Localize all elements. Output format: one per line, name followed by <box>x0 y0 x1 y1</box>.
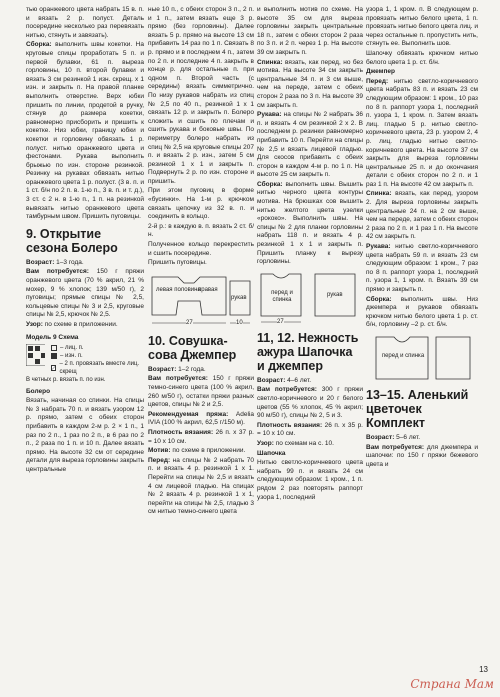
legend-label: – лиц. п. <box>60 344 84 351</box>
label: Плотность вязания: <box>148 428 214 436</box>
legend-item <box>51 352 144 360</box>
label: Мотив: <box>148 447 171 455</box>
paragraph <box>366 296 478 330</box>
label: Возраст: <box>26 258 55 266</box>
paragraph <box>257 377 363 386</box>
text: 4–6 лет. <box>285 376 312 384</box>
text: по схемам на с. 10. <box>273 439 334 447</box>
paragraph <box>26 388 144 397</box>
site-watermark: Страна Мам <box>410 677 494 691</box>
diagram-dimension: 27 <box>186 319 193 326</box>
text: выполнить швы. Низ джемпера и рукавов обвязать крючком нитью белого цвета 1 р. ст. б/н, горловину –2 р. ст. б/н. <box>366 295 478 329</box>
label: Сборка: <box>26 41 52 49</box>
paragraph <box>366 68 478 77</box>
text: 1–2 года. <box>176 365 206 373</box>
column-3 <box>257 6 363 681</box>
label: Спинка: <box>366 190 392 198</box>
paragraph <box>257 386 363 420</box>
diagram-label: левая половина <box>156 286 201 293</box>
decrease-swatch-icon <box>51 365 56 371</box>
owl-jumper-diagram <box>257 270 363 326</box>
paragraph <box>257 450 363 459</box>
text: 5–6 лет. <box>394 433 421 441</box>
text: на спицы № 2 набрать 36 п. и вязать 4 см резинкой 2 х 2. В последнем р. резинки равномерно прибавить 10 п. Перейти на спицы № 2,5 и вязать лицевой гладью. Для скосов прибавить с обеих сторон в каждом 4-м р. по 1 п. На высоте 25 см закрыть п. <box>257 111 363 179</box>
label: Рукава: <box>366 243 391 251</box>
label: Вам потребуется: <box>26 268 89 276</box>
knit-swatch-icon <box>51 345 57 351</box>
lace-jumper-diagram <box>366 333 478 383</box>
label: Спинка: <box>257 58 283 66</box>
label: Болеро <box>26 387 51 395</box>
label: Плотность вязания: <box>257 421 323 429</box>
section-heading-13-15: 13–15. Аленький цветочек Комплект <box>366 387 469 430</box>
paragraph: узора 1, 1 кром. п. В следующем р. провязать нитью белого цвета, 1 п. провязать нитью белого цвета лиц. и через остальные п. пропустить нить, стянуть ее. Выполнить шов. <box>366 6 478 48</box>
paragraph <box>257 181 363 267</box>
paragraph: тью оранжевого цвета набрать 15 в. п. и вязать 2 р. полуст. Деталь посередине несколько раз перевязать нитью, стянуть и завязать). <box>26 6 144 39</box>
paragraph <box>148 366 254 375</box>
label: Узор: <box>257 439 274 447</box>
legend-label: – изн. п. <box>60 352 83 359</box>
schema-block <box>26 334 144 384</box>
paragraph <box>366 444 478 470</box>
text: 26 п. х 37 р. = 10 х 10 см. <box>148 428 254 445</box>
diagram-dimension: 10 <box>236 319 243 326</box>
diagram-label: правая <box>198 286 218 293</box>
text: вязать, как перед, но без мотива. На высоте 34 см закрыть центральные 34 п. и 3 см выше, чем на переде, затем с обеих сторон 2 раза по 3 п. На высоте 39 см закрыть п. <box>257 58 363 109</box>
legend-item <box>51 360 144 376</box>
label: Шапочка <box>257 449 286 457</box>
section-heading-9: 9. Открытие сезона Болеро <box>26 226 118 255</box>
stitch-chart-icon <box>26 344 45 366</box>
text: 1–3 года. <box>54 258 84 266</box>
section-heading-11-12: 11, 12. Нежность ажура Шапочка и джемпер <box>257 330 359 373</box>
paragraph: Полученное кольцо перекрестить и сшить посередине. <box>148 241 254 257</box>
schema-title: Модель 9 Схема <box>26 333 79 341</box>
paragraph: ные 10 п., с обеих сторон 3 п., 2 п. и 1 п., затем вязать еще 3 р. прямо (без горловины). Далее вязать 5 р. прямо на высоте 13 см прибавить 14 раз по 1 п. Связать 8 р. прямо и в последнем 4 п., затем по 2 п. и последние 4 п. закрыть в конце р. для остальные п. при одном п. Второй часть (с середины) вязать симметрично. По низу рукавов набрать из спиц № 2,5 по 40 п., резинкой 1 х 1 связать 12 р. и закрыть п. Болеро сложить и сшить по плечам и сшить рукава и боковые швы. По периметру болеро набрать из спиц № 2,5 на круговые спицы 207 п. и вязать 2 р. изн., затем 5 см резинкой 1 х 1 и закрыть п. Подвернуть 2 р. по изн. стороне и пришить. <box>148 6 254 185</box>
diagram-label: перед и спинка <box>271 289 293 303</box>
text: по схеме в приложении. <box>170 447 246 455</box>
paragraph: и выполнить мотив по схеме. На высоте 35 см для выреза горловины закрыть центральные 18 п., затем с обеих сторон 2 раза по 3 п. и 2 п. через 1 р. На высоте 39 см закрыть п. <box>257 6 363 56</box>
paragraph: При этом пуговиц в форме «бусинки». На 1-м р. крючком связать цепочку из 32 в. п. и соединить в кольцо. <box>148 187 254 221</box>
purl-swatch-icon <box>51 353 57 359</box>
diagram-label: рукав <box>231 294 247 301</box>
section-heading-10: 10. Совушка-сова Джемпер <box>148 333 237 362</box>
paragraph <box>257 440 363 449</box>
label: Возраст: <box>257 376 286 384</box>
text: вязать, как перед, узором 2. Для выреза горловины закрыть центральные 24 п. на 2 см выше, чем на переде, затем с обеих сторон 2 раза по 2 п. и 1 раз 1 п. На высоте 42 см закрыть п. <box>366 190 478 241</box>
paragraph <box>366 243 478 295</box>
text: выполнить швы кокетки. На круговые спицы проработать 5 п. и первой булавки, 61 п. выреза горловины, 10 п. второй булавки и вязать 3 см резинкой 1 изн. скрещ. х 1 изн. и закрыть п. На правой планке выполнить отверстие. Верх юбки пришить по линии, продетой в ручку, стянув до размера кокетки, равномерно присборить и пришить к кокетке. Низ юбки, границу юбки и кокетки и горловину обвязать 1 р. полуст. нитью оранжевого цвета и фестонами. Рукава выполнить брыжью по изн. стороне резинкой. Резинку на рукавах обвязать нитью оранжевого цвета 1 р. полуст. (3 в. п. и 1 ст. б/н по 2 п. в. 1-ю п., 3 в. п. и т. д.), 3 ст. с 2 н. в 1-ю п., 1 п. на резинкой вывязать нитью оранжевого цвета тамбурным швом. Пришить пуговицы. <box>26 41 144 221</box>
paragraph <box>148 457 254 517</box>
diagram-dimension: 27 <box>277 318 284 325</box>
column-2 <box>148 6 254 681</box>
label: Перед: <box>148 456 171 464</box>
diagram-label: рукав <box>327 291 343 298</box>
column-4 <box>366 6 478 681</box>
text: 26 п. х 35 р. = 10 х 10 см. <box>257 421 363 438</box>
paragraph: Вязать, начиная со спинки. На спицы № 3 набрать 70 п. и вязать узором 12 р. прямо, затем с обеих сторон прибавить в каждом 2-м р. 2 × 1 п., 1 раз по 2 п., 1 раз по 2 п., в 6 раз по 2 п., 2 раза по 1 п. и 10 п. Далее вязать прямо. На высоте 32 см от середине детали для выреза горловины закрыть центральные <box>26 397 144 473</box>
paragraph <box>26 41 144 221</box>
page-number: 13 <box>479 665 488 674</box>
paragraph: Нитью светло-коричневого цвета набрать 99 п. и вязать 24 см следующим образом: 1 кром., 1 п. рядом 2 раз повторять раппорт узора 1, последний <box>257 459 363 501</box>
label: Возраст: <box>148 365 177 373</box>
paragraph <box>257 111 363 180</box>
text: на спицы № 2 набрать 70 п. и вязать 4 р. резинкой 1 х 1. Перейти на спицы № 2,5 и вязать 4 см лицевой гладью. На спицах № 2 вязать 4 р. резинкой 1 х 1, перейти на спицы № 2,5, гладью 3 см нитью темно-синего цвета <box>148 456 254 516</box>
paragraph <box>148 429 254 446</box>
paragraph <box>257 422 363 439</box>
paragraph <box>257 59 363 111</box>
paragraph <box>26 268 144 320</box>
paragraph: Пришить пуговицы. <box>148 259 207 267</box>
paragraph: 2-й р.: в каждую в. п. вязать 2 ст. б/н. <box>148 222 254 239</box>
column-1 <box>26 6 144 681</box>
label: Сборка: <box>366 295 392 303</box>
paragraph <box>26 321 144 330</box>
label: Вам потребуется: <box>148 375 208 383</box>
label: Вам потребуется: <box>366 443 425 451</box>
label: Рукава: <box>257 111 282 119</box>
label: Узор: <box>26 321 43 328</box>
text: 300 г пряжи светло-коричневого и 20 г белого цветов (55 % хлопок, 45 % акрил; 90 м/50 г), спицы № 2, 5 и 3. <box>257 386 363 420</box>
diagram-label: перед и спинка <box>381 352 425 359</box>
paragraph <box>26 259 144 268</box>
label: Перед: <box>366 77 389 85</box>
paragraph <box>148 411 254 428</box>
legend-note: В четных р. вязать п. по изн. <box>26 376 106 383</box>
paragraph <box>148 375 254 409</box>
text: нитью светло-коричневого цвета набрать 59 п. и вязать 23 см следующим образом: 1 кром., 7 раз по 8 п. раппорт узора 1, последний п. узора 1, 1 кром. п. Вязать 39 см прямо и закрыть п. <box>366 243 478 293</box>
bolero-diagram <box>148 271 254 329</box>
label: Джемпер <box>366 68 396 76</box>
paragraph <box>366 190 478 242</box>
text: по схеме в приложении. <box>42 321 118 328</box>
label: Возраст: <box>366 433 395 441</box>
text: 150 г пряжи темно-синего цвета (100 % акрил, 260 м/50 г), остатки пряжи разных цветов, спицы № 2 и 2,5. <box>148 375 254 409</box>
legend-label: – 2 п. провязать вместе лиц. скрещ <box>59 360 140 375</box>
text: для джемпера и шапочки: по 150 г пряжи бежевого цвета и <box>366 443 478 468</box>
legend-item <box>51 344 144 352</box>
text: выполнить швы. Вышить нитью черного цвета контуры мотива. На брюшках сов вышить нитью желтого цвета узелки «рококо». Выполнить швы. На спицы № 2 для планки горловины набрать 118 п. и вязать 4 р. резинкой 1 х 1 и закрыть п. Пришить планку к вырезу горловины. <box>257 180 363 266</box>
text: Adelia IVIA (100 % акрил, 62,5 г/150 м). <box>148 410 254 427</box>
paragraph <box>148 447 254 456</box>
paragraph <box>366 78 478 190</box>
text: 150 г пряжи оранжевого цвета (70 % акрил, 21 % мохер, 9 % хлопок; 139 м/50 г), 2 пуговицы; прямые спицы № 2,5, кольцевые спицы № 3 и 2,5, круговые спицы № 2,5, крючок № 2,5. <box>26 268 144 319</box>
text: нитью светло-коричневого цвета набрать 83 п. и вязать 23 см следующим образом: 1 кром., 10 раз по 8 п. раппорт узора 1, последний п. узора 1, 1 кром. п. Затем вязать лиц. гладью 5 р. нитью светло-коричневого цвета, 23 р. узором 2, 4 р. лиц. гладью нитью светло-коричневого цвета. На высоте 37 см закрыть для выреза горловины центральные 25 п. и до окончания детали с обеих сторон по 2 п. и 1 раз 1 п. На высоте 42 см закрыть п. <box>366 77 478 188</box>
label: Вам потребуется: <box>257 386 317 394</box>
paragraph: Шапочку обвязать крючком нитью белого цвета 1 р. ст. б/н. <box>366 49 478 66</box>
paragraph <box>366 434 478 443</box>
label: Рекомендуемая пряжа: <box>148 410 229 418</box>
label: Сборка: <box>257 180 283 188</box>
